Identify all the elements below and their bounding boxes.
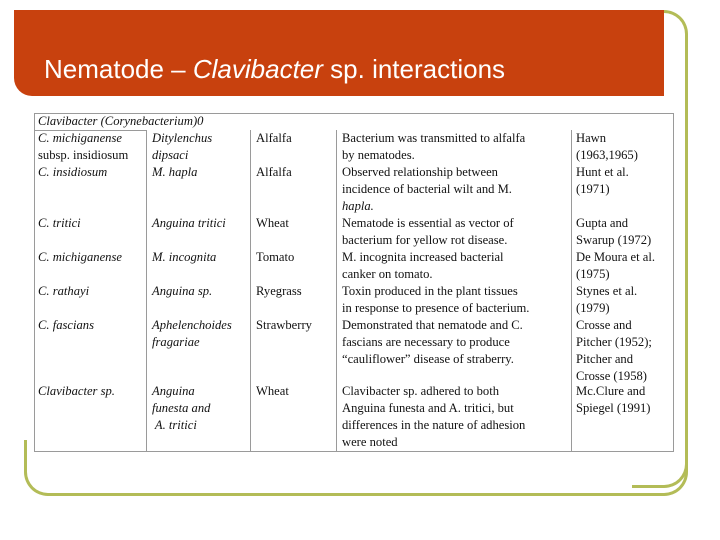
effect-line: incidence of bacterial wilt and M. <box>342 182 512 196</box>
bacterium-cell: C. michiganense <box>38 250 122 264</box>
nematode-cell: Anguina <box>152 384 195 398</box>
reference-line: Pitcher (1952); <box>576 335 652 349</box>
title-suffix: sp. interactions <box>322 54 506 84</box>
host-cell: Wheat <box>256 384 289 398</box>
reference-line: Gupta and <box>576 216 629 230</box>
host-cell: Tomato <box>256 250 295 264</box>
effect-line: Anguina funesta and A. tritici, but <box>342 401 514 415</box>
nematode-cell: Anguina sp. <box>152 284 213 298</box>
host-cell: Alfalfa <box>256 131 292 145</box>
effect-line: were noted <box>342 435 398 449</box>
host-cell: Wheat <box>256 216 289 230</box>
reference-line: Hawn <box>576 131 607 145</box>
reference-line: De Moura et al. <box>576 250 656 264</box>
effect-line: fascians are necessary to produce <box>342 335 510 349</box>
nematode-cell: Anguina tritici <box>152 216 226 230</box>
nematode-cell: M. hapla <box>152 165 198 179</box>
host-cell: Alfalfa <box>256 165 292 179</box>
reference-line: Swarup (1972) <box>576 233 652 247</box>
reference-line: Crosse (1958) <box>576 369 648 383</box>
effect-line: M. incognita increased bacterial <box>342 250 504 264</box>
interaction-table <box>34 113 674 453</box>
effect-line: Demonstrated that nematode and C. <box>342 318 523 332</box>
effect-line: by nematodes. <box>342 148 415 162</box>
bacterium-cell: Clavibacter sp. <box>38 384 115 398</box>
nematode-cell: M. incognita <box>152 250 217 264</box>
reference-line: Mc.Clure and <box>576 384 646 398</box>
table-col-line-1 <box>146 130 147 452</box>
effect-line: Toxin produced in the plant tissues <box>342 284 518 298</box>
nematode-cell: funesta and <box>152 401 211 415</box>
reference-line: Spiegel (1991) <box>576 401 651 415</box>
nematode-cell: Aphelenchoides <box>152 318 232 332</box>
reference-line: Pitcher and <box>576 352 634 366</box>
table-col-line-3 <box>336 130 337 452</box>
effect-line: Observed relationship between <box>342 165 498 179</box>
effect-line: bacterium for yellow rot disease. <box>342 233 508 247</box>
effect-line: differences in the nature of adhesion <box>342 418 526 432</box>
table-col-line-4 <box>571 130 572 452</box>
nematode-cell: A. tritici <box>152 418 197 432</box>
effect-line: hapla. <box>342 199 374 213</box>
nematode-cell: dipsaci <box>152 148 189 162</box>
effect-line: Bacterium was transmitted to alfalfa <box>342 131 526 145</box>
title-bar <box>14 10 664 96</box>
bacterium-cell: C. michiganense <box>38 131 122 145</box>
effect-line: canker on tomato. <box>342 267 433 281</box>
table-border-left <box>34 113 35 452</box>
table-col-line-2 <box>250 130 251 452</box>
reference-line: (1975) <box>576 267 610 281</box>
effect-line: Nematode is essential as vector of <box>342 216 514 230</box>
table-border-right <box>673 113 674 452</box>
reference-line: Stynes et al. <box>576 284 638 298</box>
effect-line: Clavibacter sp. adhered to both <box>342 384 500 398</box>
bacterium-cell: C. tritici <box>38 216 81 230</box>
reference-line: (1971) <box>576 182 610 196</box>
bacterium-cell: subsp. insidiosum <box>38 148 129 162</box>
table-border-bottom <box>34 451 674 452</box>
host-cell: Ryegrass <box>256 284 302 298</box>
title-prefix: Nematode – <box>44 54 193 84</box>
slide-title <box>44 54 505 85</box>
effect-line: “cauliflower” disease of straberry. <box>342 352 514 366</box>
nematode-cell: fragariae <box>152 335 200 349</box>
reference-line: Hunt et al. <box>576 165 629 179</box>
host-cell: Strawberry <box>256 318 312 332</box>
effect-line: in response to presence of bacterium. <box>342 301 530 315</box>
title-italic: Clavibacter <box>192 54 323 84</box>
title-bar-corner <box>636 10 664 38</box>
reference-line: (1979) <box>576 301 610 315</box>
reference-line: (1963,1965) <box>576 148 638 162</box>
bacterium-cell: C. rathayi <box>38 284 90 298</box>
bacterium-cell: C. insidiosum <box>38 165 108 179</box>
reference-line: Crosse and <box>576 318 632 332</box>
bacterium-cell: C. fascians <box>38 318 94 332</box>
nematode-cell: Ditylenchus <box>152 131 213 145</box>
table-header: Clavibacter (Corynebacterium)0 <box>38 114 204 128</box>
